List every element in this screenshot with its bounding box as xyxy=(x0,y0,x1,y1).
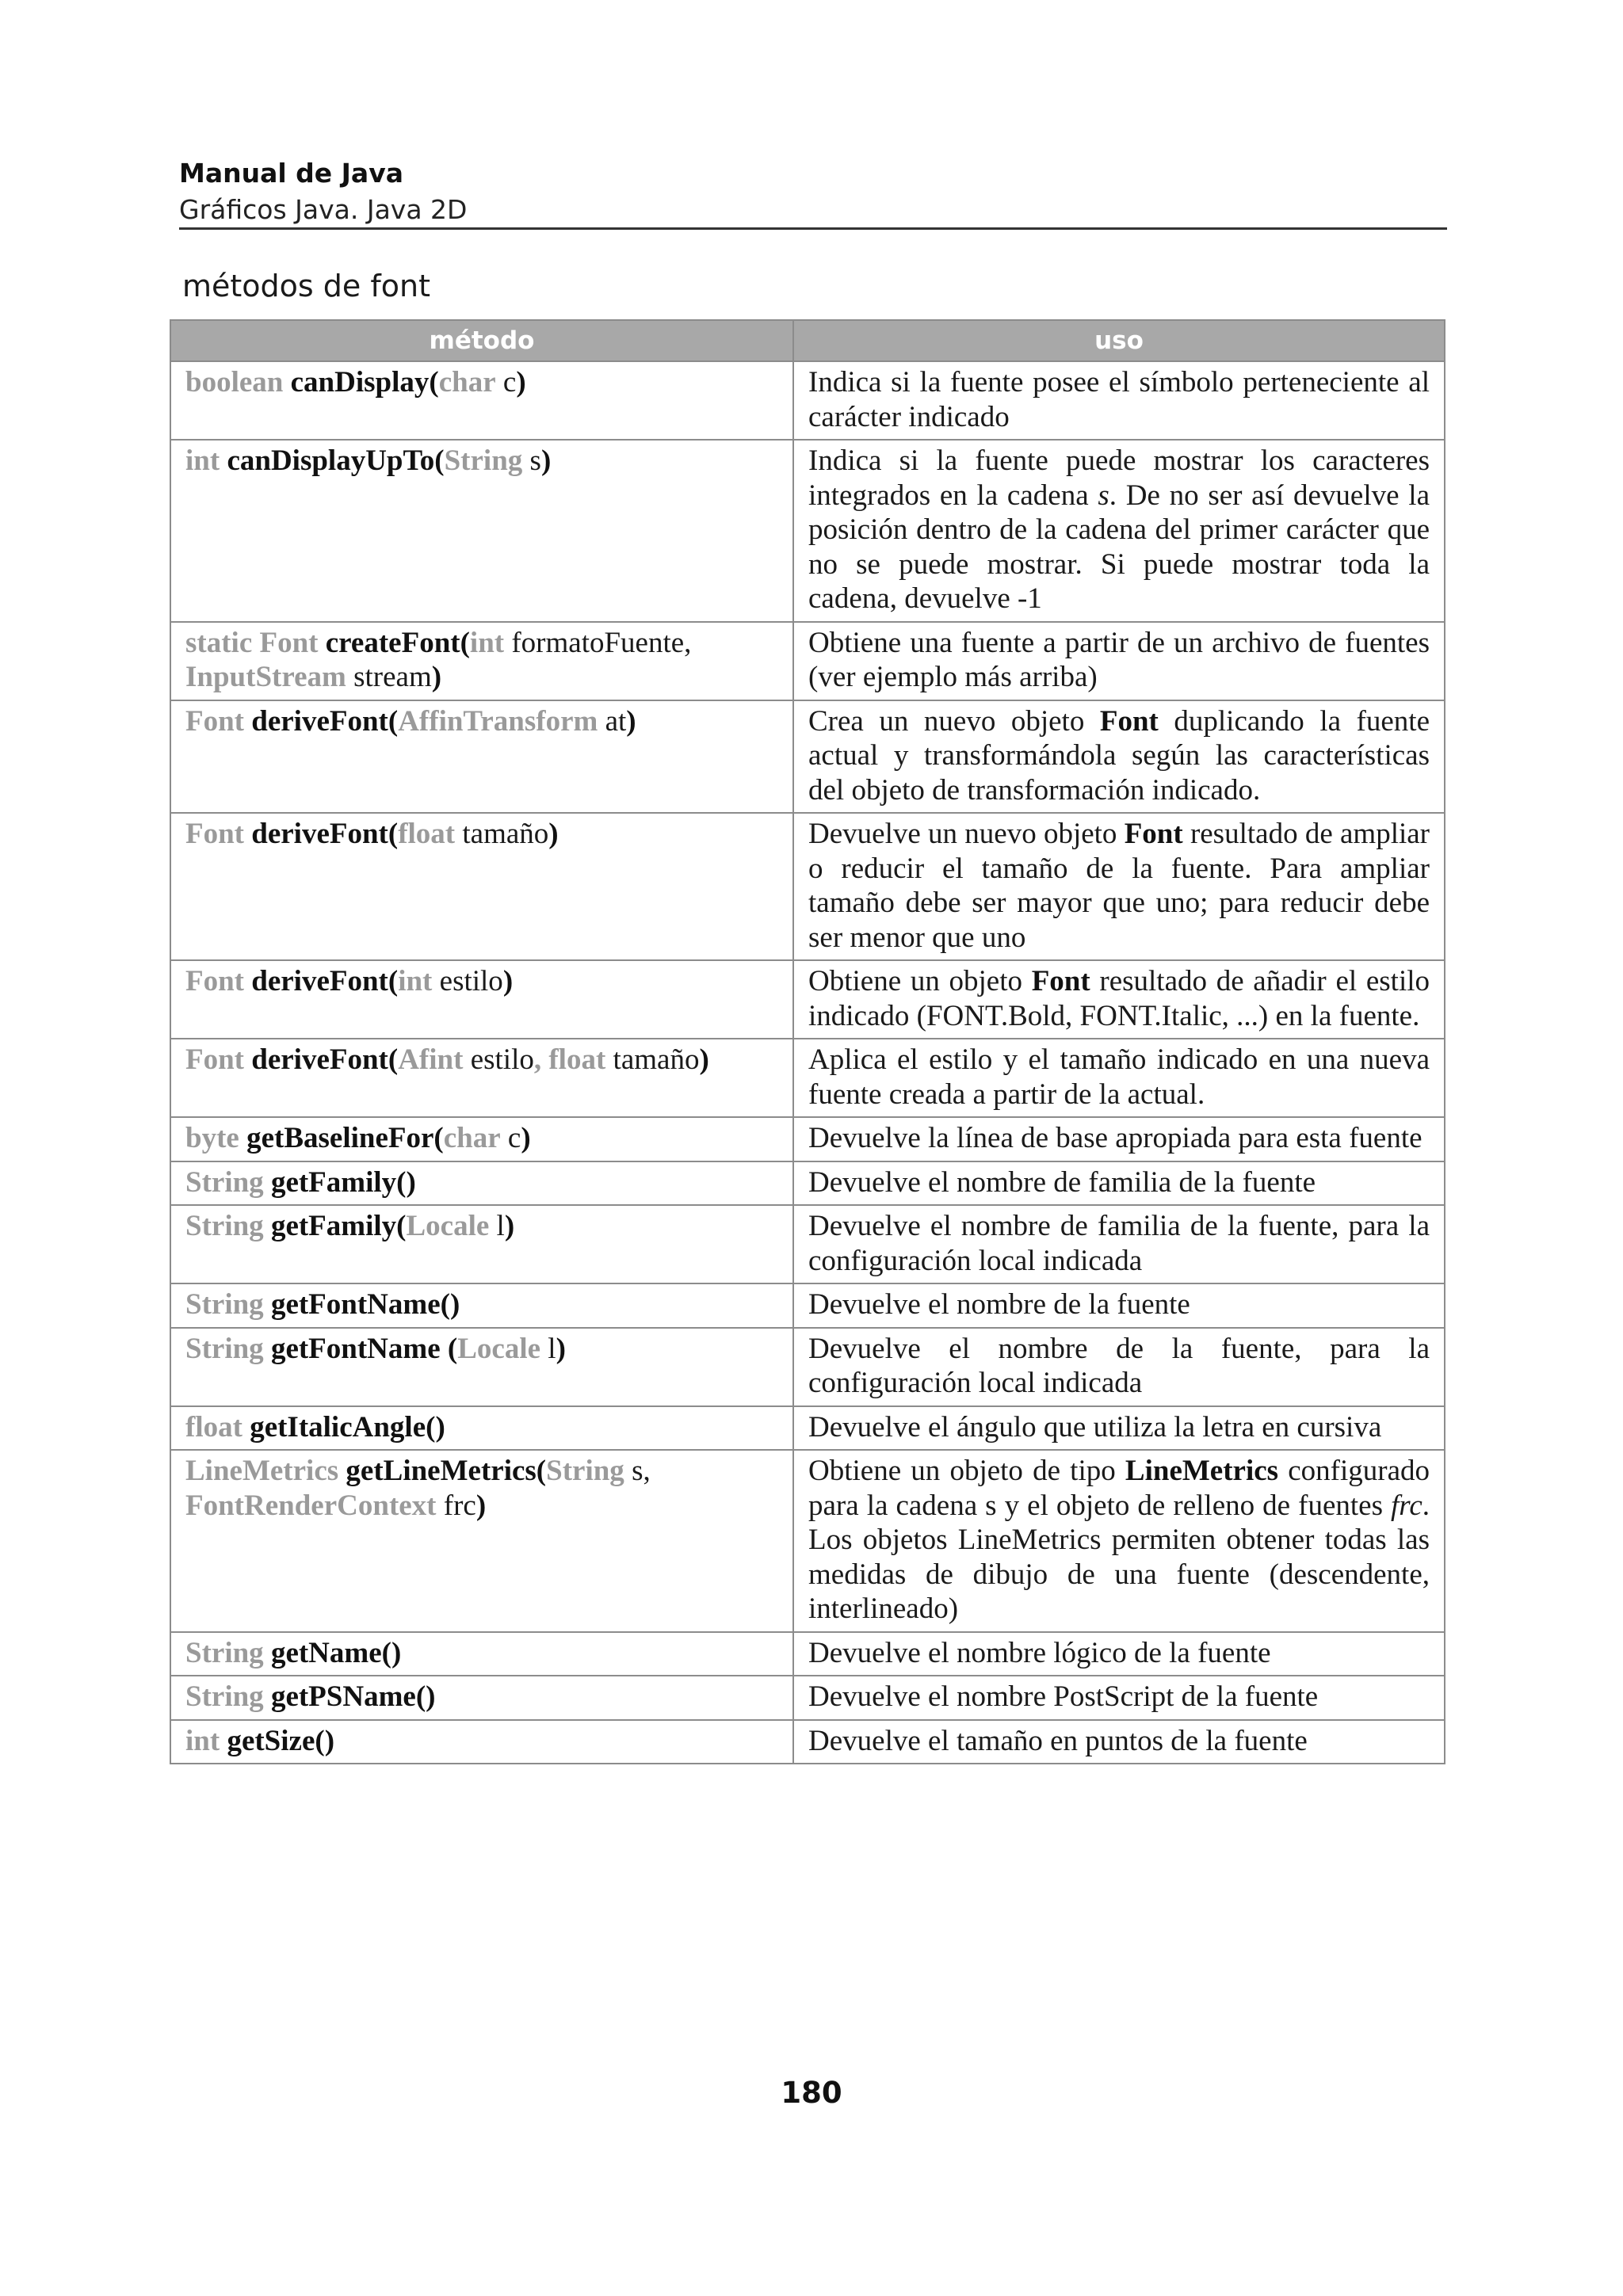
description-segment: Indica si la fuente posee el símbolo perteneciente al carácter indicado xyxy=(808,366,1430,433)
signature-segment: String xyxy=(546,1455,624,1487)
table-row xyxy=(170,1632,1445,1676)
signature-segment: deriveFont( xyxy=(251,704,399,738)
signature-segment: ) xyxy=(516,366,526,399)
description-segment: Obtiene un objeto de tipo xyxy=(808,1455,1125,1487)
signature-segment: tamaño xyxy=(455,818,549,850)
table-row xyxy=(170,1720,1445,1764)
method-signature xyxy=(170,1117,793,1161)
methods-table xyxy=(170,319,1445,1764)
signature-segment: getSize() xyxy=(227,1724,335,1757)
signature-segment: float xyxy=(185,1410,250,1444)
signature-segment: int xyxy=(398,965,433,997)
method-description xyxy=(793,361,1445,440)
table-body xyxy=(170,361,1445,1764)
signature-segment: ) xyxy=(626,704,636,738)
table-row xyxy=(170,361,1445,440)
signature-segment: String xyxy=(444,444,523,477)
method-description xyxy=(793,1328,1445,1406)
method-signature xyxy=(170,1039,793,1117)
signature-segment: Afint xyxy=(398,1043,464,1076)
signature-segment: Font xyxy=(185,818,252,850)
table-row xyxy=(170,1450,1445,1632)
method-signature xyxy=(170,1676,793,1720)
description-segment: Obtiene un objeto xyxy=(808,965,1032,997)
method-signature xyxy=(170,813,793,960)
method-signature xyxy=(170,1720,793,1764)
signature-segment: LineMetrics xyxy=(185,1455,346,1487)
table-row xyxy=(170,1117,1445,1161)
signature-segment: getItalicAngle() xyxy=(250,1410,445,1444)
signature-segment: ) xyxy=(556,1332,566,1365)
signature-segment: Font xyxy=(185,965,252,997)
signature-segment: ) xyxy=(431,661,442,693)
signature-segment: float xyxy=(398,818,456,850)
table-row xyxy=(170,1676,1445,1720)
method-signature xyxy=(170,1283,793,1328)
method-signature xyxy=(170,1205,793,1283)
signature-segment: s, xyxy=(624,1455,651,1487)
signature-segment: ) xyxy=(540,444,552,477)
signature-segment: , float xyxy=(533,1043,606,1076)
method-description xyxy=(793,1039,1445,1117)
signature-segment: getBaselineFor( xyxy=(246,1122,444,1154)
signature-segment: estilo xyxy=(463,1043,534,1076)
method-signature xyxy=(170,1406,793,1451)
method-description xyxy=(793,960,1445,1039)
description-segment: Font xyxy=(1099,704,1159,738)
signature-segment: ) xyxy=(699,1043,709,1076)
signature-segment: int xyxy=(469,626,505,659)
book-title: Manual de Java xyxy=(179,158,403,189)
signature-segment: deriveFont( xyxy=(251,1043,399,1076)
table-row xyxy=(170,1039,1445,1117)
signature-segment: l xyxy=(489,1210,505,1242)
signature-segment: frc xyxy=(436,1489,476,1522)
method-description xyxy=(793,1406,1445,1451)
method-description xyxy=(793,622,1445,700)
method-signature xyxy=(170,1328,793,1406)
signature-segment: int xyxy=(185,1724,227,1757)
method-signature xyxy=(170,1632,793,1676)
description-segment: Devuelve el nombre de familia de la fuente xyxy=(808,1165,1316,1199)
table-row xyxy=(170,1161,1445,1206)
description-segment: Devuelve el nombre PostScript de la fuente xyxy=(808,1680,1319,1713)
method-description xyxy=(793,1283,1445,1328)
section-title: métodos de font xyxy=(182,269,430,303)
method-signature xyxy=(170,440,793,622)
signature-segment: InputStream xyxy=(185,661,346,693)
description-segment: Aplica el estilo y el tamaño indicado en una nueva fuente creada a partir de la actual. xyxy=(808,1043,1430,1111)
method-description xyxy=(793,1117,1445,1161)
description-segment: s xyxy=(1098,479,1109,512)
column-header-method: método xyxy=(170,320,793,361)
signature-segment: getFamily() xyxy=(270,1165,416,1199)
description-segment: duplicando la fuente actual y transformándola según las características del objeto de transformación indicado. xyxy=(808,704,1430,807)
description-segment: LineMetrics xyxy=(1125,1455,1279,1487)
description-segment: Devuelve el nombre de familia de la fuente, para la configuración local indicada xyxy=(808,1210,1430,1277)
signature-segment: ) xyxy=(475,1489,487,1522)
signature-segment: FontRenderContext xyxy=(185,1489,437,1522)
description-segment: frc xyxy=(1391,1489,1423,1522)
signature-segment: AffinTransform xyxy=(398,704,598,738)
description-segment: . Los objetos LineMetrics permiten obtener todas las medidas de dibujo de una fuente (descendente, interlineado) xyxy=(808,1489,1430,1625)
page-header xyxy=(179,155,1447,228)
description-segment: Crea un nuevo objeto xyxy=(808,704,1100,738)
table-row xyxy=(170,622,1445,700)
description-segment: Font xyxy=(1124,818,1183,850)
signature-segment: stream xyxy=(346,661,432,693)
method-signature xyxy=(170,960,793,1039)
signature-segment: static Font xyxy=(185,626,326,659)
signature-segment: createFont( xyxy=(325,626,470,659)
table-row xyxy=(170,700,1445,814)
table-row xyxy=(170,813,1445,960)
description-segment: configurado para la cadena s y el objeto de relleno de fuentes xyxy=(808,1455,1430,1522)
signature-segment: String xyxy=(185,1165,271,1199)
column-header-use: uso xyxy=(793,320,1445,361)
signature-segment: Locale xyxy=(406,1210,490,1242)
signature-segment: at xyxy=(598,704,627,738)
signature-segment: getLineMetrics( xyxy=(346,1455,547,1487)
signature-segment: char xyxy=(438,366,496,399)
description-segment: resultado de añadir el estilo indicado (FONT.Bold, FONT.Italic, ...) en la fuente. xyxy=(808,965,1430,1032)
signature-segment: l xyxy=(540,1332,556,1365)
table-row xyxy=(170,1283,1445,1328)
description-segment: Devuelve la línea de base apropiada para esta fuente xyxy=(808,1122,1423,1154)
method-description xyxy=(793,700,1445,814)
signature-segment: s xyxy=(522,444,541,477)
header-divider xyxy=(179,227,1447,230)
signature-segment: char xyxy=(443,1122,501,1154)
method-description xyxy=(793,1161,1445,1206)
method-description xyxy=(793,813,1445,960)
method-description xyxy=(793,440,1445,622)
signature-segment: canDisplay( xyxy=(290,366,439,399)
description-segment: Obtiene una fuente a partir de un archivo de fuentes (ver ejemplo más arriba) xyxy=(808,626,1430,693)
signature-segment: ) xyxy=(521,1122,531,1154)
method-description xyxy=(793,1720,1445,1764)
signature-segment: String xyxy=(185,1636,271,1669)
description-segment: Devuelve el tamaño en puntos de la fuente xyxy=(808,1724,1308,1757)
page-number: 180 xyxy=(781,2076,842,2110)
table-header-row xyxy=(170,320,1445,361)
table-row xyxy=(170,1205,1445,1283)
description-segment: Devuelve un nuevo objeto xyxy=(808,818,1125,850)
signature-segment: String xyxy=(185,1210,271,1242)
method-signature xyxy=(170,361,793,440)
method-description xyxy=(793,1632,1445,1676)
signature-segment: getName() xyxy=(270,1636,402,1669)
signature-segment: Font xyxy=(185,704,252,738)
chapter-title: Gráficos Java. Java 2D xyxy=(179,194,468,225)
table-row xyxy=(170,1328,1445,1406)
signature-segment: ) xyxy=(502,965,514,997)
method-signature xyxy=(170,1161,793,1206)
signature-segment: ) xyxy=(548,818,559,850)
description-segment: Devuelve el nombre de la fuente xyxy=(808,1288,1190,1321)
description-segment: Indica si la fuente puede mostrar los caracteres integrados en la cadena xyxy=(808,444,1430,512)
signature-segment: c xyxy=(500,1122,521,1154)
signature-segment: getFontName() xyxy=(270,1288,460,1321)
signature-segment: canDisplayUpTo( xyxy=(227,444,445,477)
table-row xyxy=(170,440,1445,622)
method-description xyxy=(793,1676,1445,1720)
method-description xyxy=(793,1450,1445,1632)
signature-segment: getFontName ( xyxy=(270,1332,458,1365)
description-segment: Devuelve el nombre lógico de la fuente xyxy=(808,1636,1271,1669)
signature-segment: byte xyxy=(185,1122,247,1154)
signature-segment: ) xyxy=(504,1210,515,1242)
method-signature xyxy=(170,700,793,814)
signature-segment: Font xyxy=(185,1043,252,1076)
signature-segment: formatoFuente, xyxy=(504,626,692,659)
signature-segment: deriveFont( xyxy=(251,818,399,850)
description-segment: . De no ser así devuelve la posición dentro de la cadena del primer carácter que no se puede mostrar. Si puede mostrar toda la cadena, devuelve -1 xyxy=(808,479,1430,615)
signature-segment: Locale xyxy=(457,1332,541,1365)
signature-segment: String xyxy=(185,1288,271,1321)
signature-segment: c xyxy=(495,366,517,399)
signature-segment: getFamily( xyxy=(270,1210,407,1242)
signature-segment: deriveFont( xyxy=(251,965,399,997)
signature-segment: tamaño xyxy=(605,1043,700,1076)
method-signature xyxy=(170,1450,793,1632)
signature-segment: String xyxy=(185,1332,271,1365)
description-segment: Devuelve el ángulo que utiliza la letra en cursiva xyxy=(808,1410,1382,1444)
method-signature xyxy=(170,622,793,700)
signature-segment: int xyxy=(185,444,227,477)
signature-segment: boolean xyxy=(185,366,291,399)
description-segment: Devuelve el nombre de la fuente, para la configuración local indicada xyxy=(808,1332,1430,1399)
table-row xyxy=(170,960,1445,1039)
signature-segment: String xyxy=(185,1680,271,1713)
description-segment: resultado de ampliar o reducir el tamaño de la fuente. Para ampliar tamaño debe ser mayor que uno; para reducir debe ser menor que uno xyxy=(808,818,1430,954)
method-description xyxy=(793,1205,1445,1283)
description-segment: Font xyxy=(1031,965,1090,997)
signature-segment: getPSName() xyxy=(270,1680,436,1713)
signature-segment: estilo xyxy=(432,965,503,997)
table-row xyxy=(170,1406,1445,1451)
